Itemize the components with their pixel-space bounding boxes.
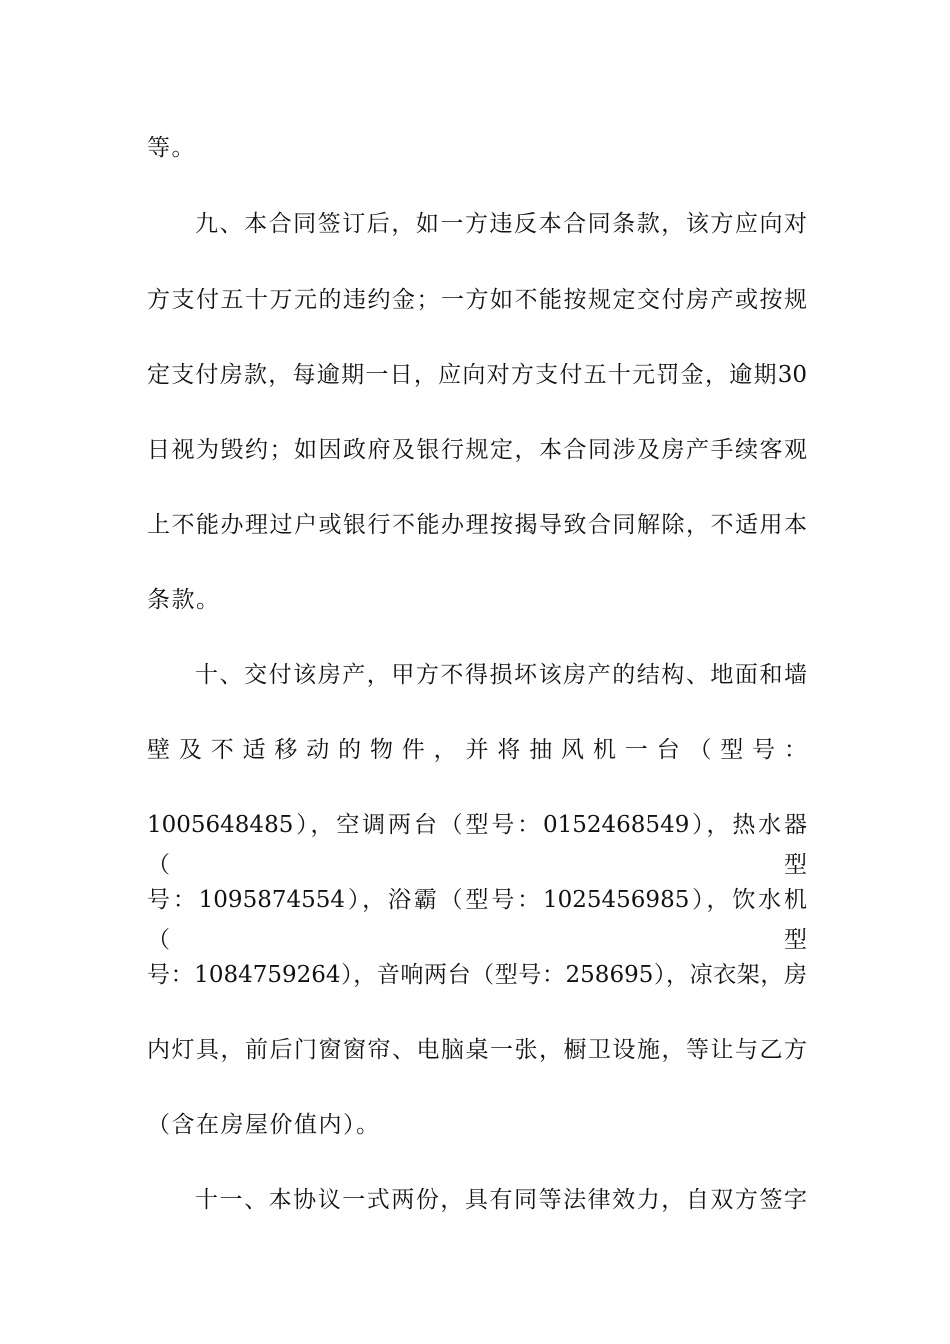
text-line: 号：1095874554），浴霸（型号：1025456985），饮水机（型 [147, 887, 807, 953]
text-line: 上不能办理过户或银行不能办理按揭导致合同解除，不适用本 [147, 512, 807, 538]
text-line: 条款。 [147, 587, 221, 613]
text-line: 内灯具，前后门窗窗帘、电脑桌一张，橱卫设施，等让与乙方 [147, 1037, 807, 1063]
text-line: 等。 [147, 135, 196, 161]
text-line: 十、交付该房产，甲方不得损坏该房产的结构、地面和墙 [195, 662, 807, 688]
text-line: 壁 及 不 适 移 动 的 物 件 ， 并 将 抽 风 机 一 台 （ 型 号 ： [147, 737, 807, 763]
text-line: 十一、本协议一式两份，具有同等法律效力，自双方签字 [195, 1187, 807, 1213]
text-line: 1005648485），空调两台（型号：0152468549），热水器（型 [147, 812, 807, 878]
text-line: 定支付房款，每逾期一日，应向对方支付五十元罚金，逾期30 [147, 362, 807, 388]
text-line: 九、本合同签订后，如一方违反本合同条款，该方应向对 [195, 211, 807, 237]
text-line: 日视为毁约；如因政府及银行规定，本合同涉及房产手续客观 [147, 437, 807, 463]
text-line: 方支付五十万元的违约金；一方如不能按规定交付房产或按规 [147, 287, 807, 313]
text-line: 号：1084759264），音响两台（型号：258695），凉衣架，房 [147, 962, 807, 988]
text-line: （含在房屋价值内）。 [147, 1112, 381, 1138]
